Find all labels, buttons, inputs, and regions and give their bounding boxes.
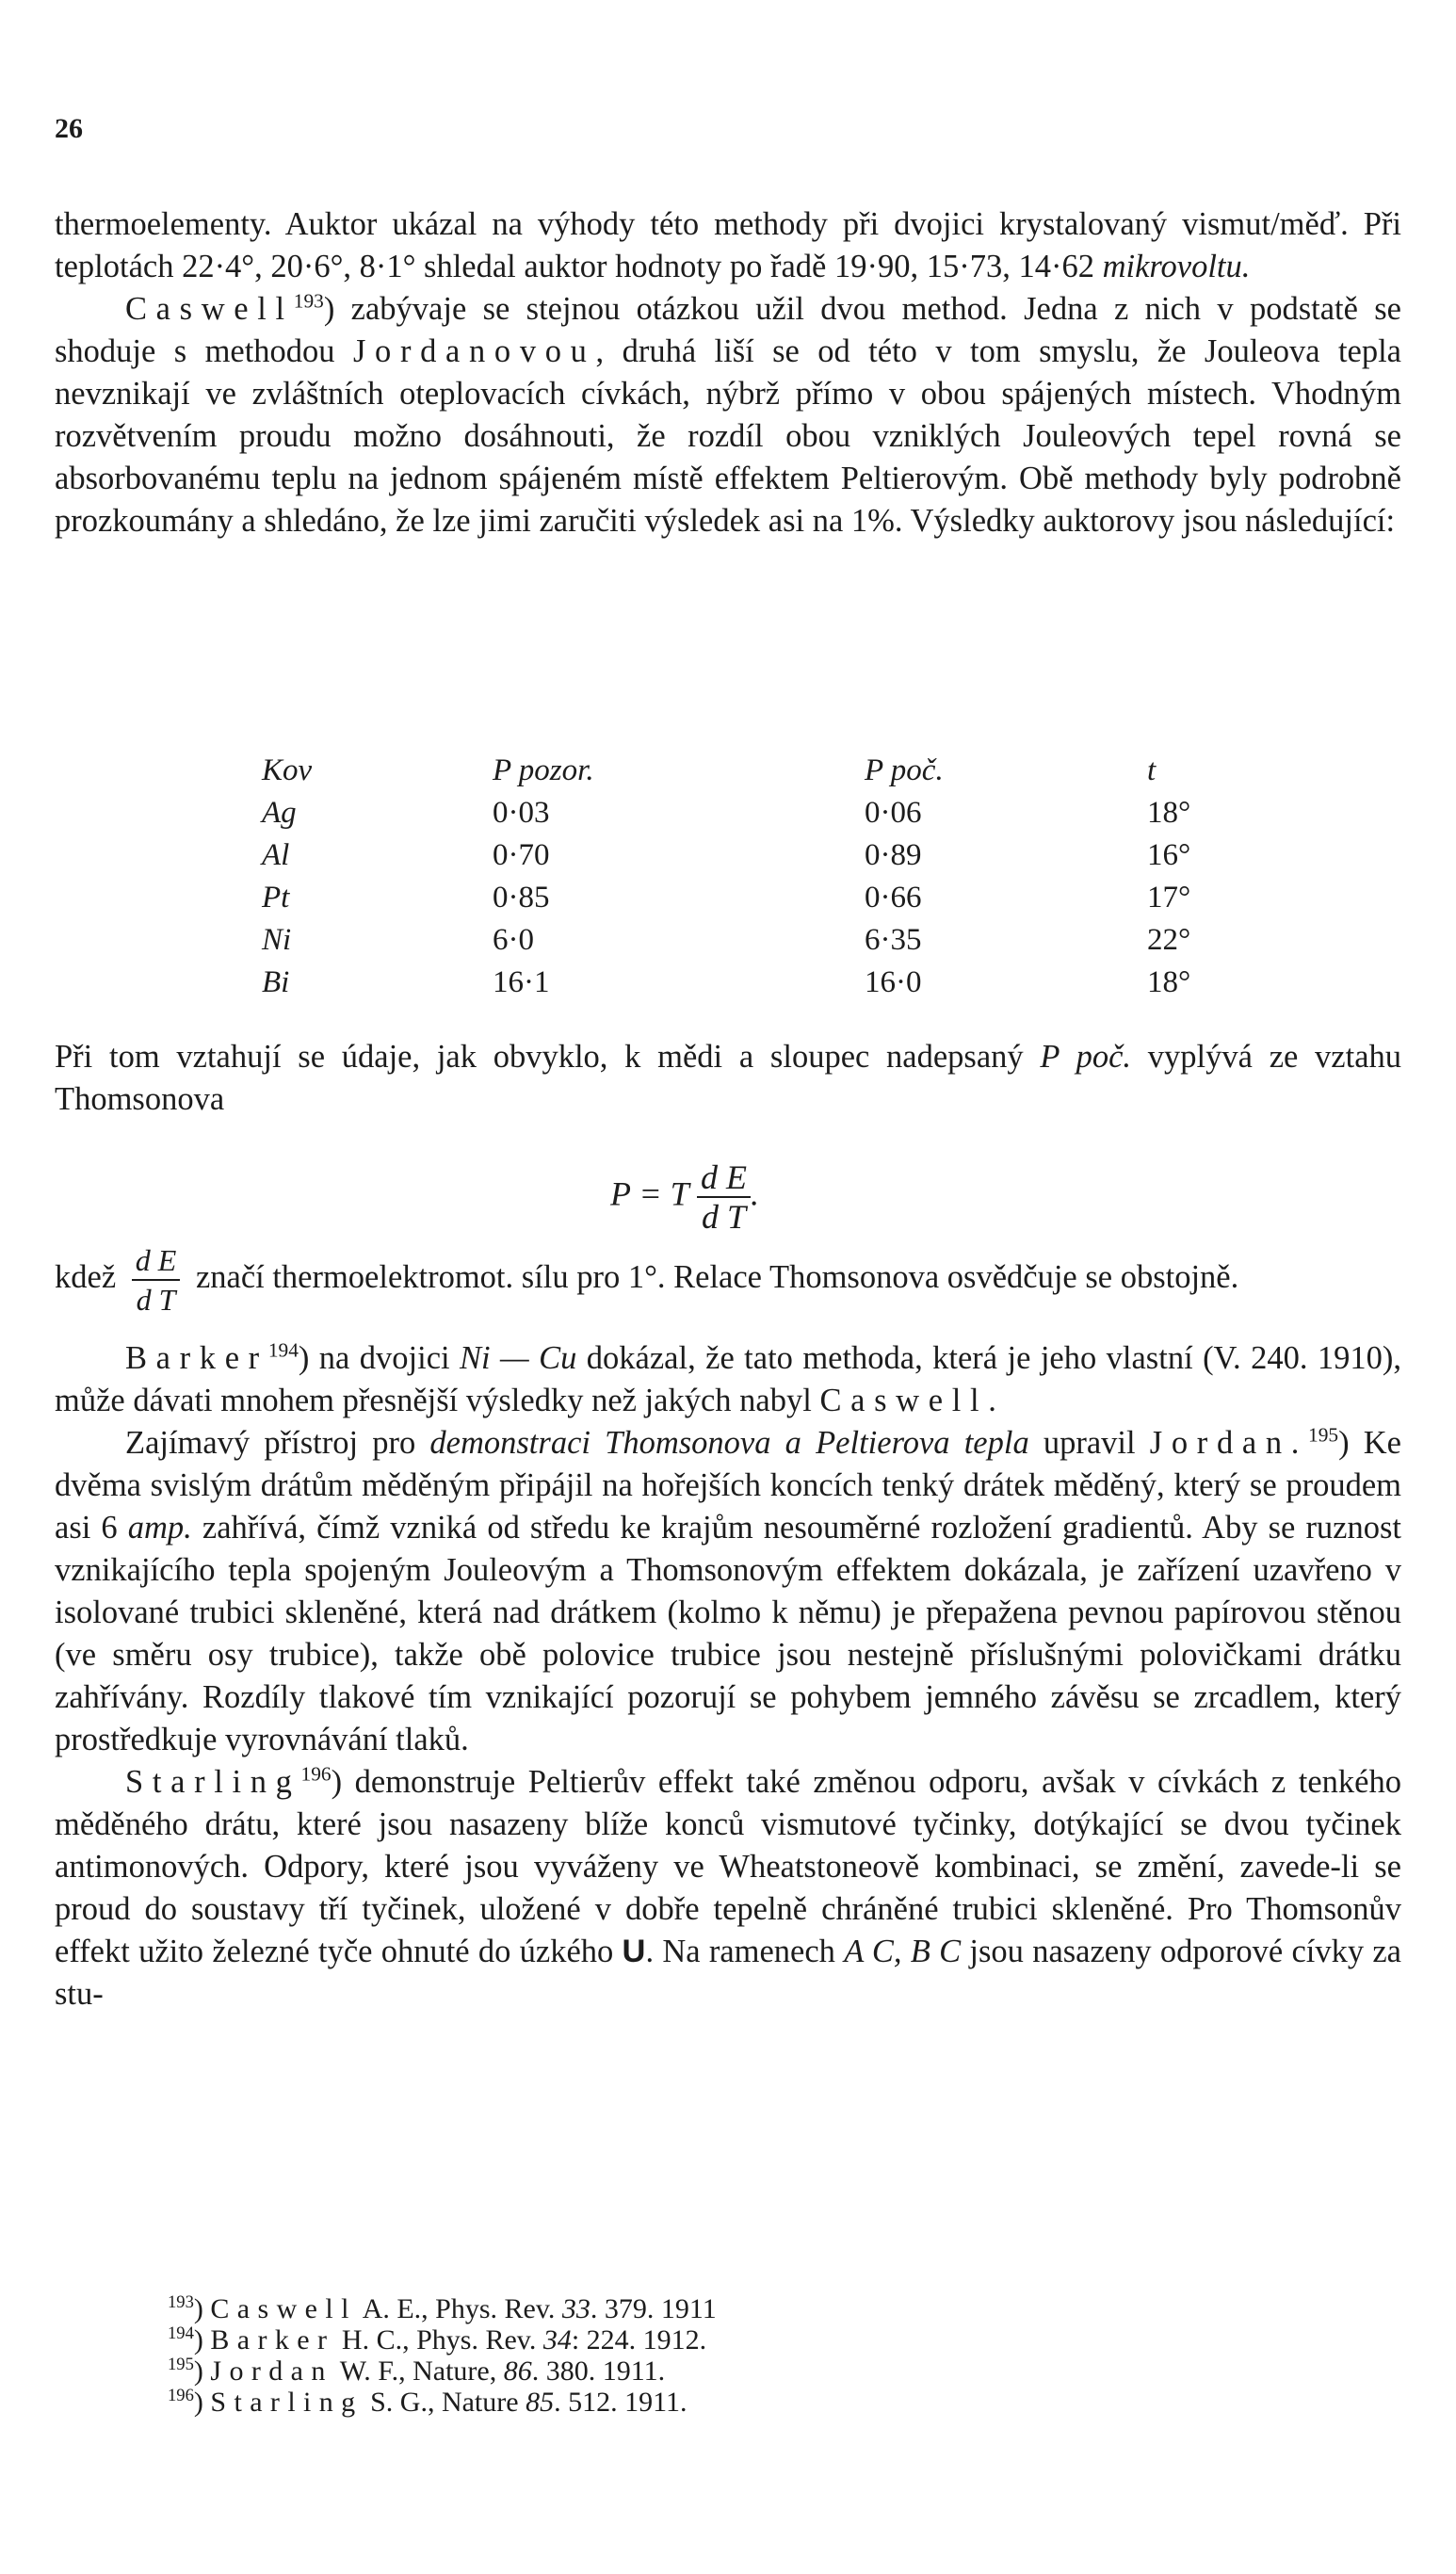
table-cell: 22° bbox=[1147, 923, 1191, 957]
table-cell: 17° bbox=[1147, 881, 1191, 915]
table-row bbox=[262, 796, 1204, 838]
table-cell: Ni bbox=[262, 923, 292, 957]
table-cell: 16° bbox=[1147, 838, 1191, 872]
table-cell: 0·85 bbox=[493, 881, 550, 915]
paragraph-starling: Starling$^{196}$) demonstruje Peltierův effekt také změnou odporu, avšak v cívkách z tenkého měděného drátu, které jsou nasazeny blíže konců vismutové tyčinky, dotýkající se dvou tyčinek antimonových. Odpory, které jsou vyváženy ve Wheatstoneově kombinaci, se změní, zavede-li se proud do soustavy tří tyčinek, uložené v dobře tepelně chráněné trubici skleněné. Pro Thomsonův effekt užito železné tyče ohnuté do úzkého U. Na ramenech A C, B C jsou nasazeny odporové cívky za stu- bbox=[55, 1762, 1401, 2012]
table-cell: 16·0 bbox=[865, 965, 922, 999]
body-text bbox=[55, 203, 1401, 542]
footnote: $^{196}$) Starling S. G., Nature 85. 512. 1911. bbox=[168, 2386, 688, 2418]
table-cell: Bi bbox=[262, 965, 290, 999]
footnotes bbox=[168, 2293, 717, 2418]
body-text-lower bbox=[55, 1337, 1401, 2015]
table-row bbox=[262, 965, 1204, 1008]
kdez-line: kdež $\frac{\text{d E}}{\text{d T}}$ značí thermoelektromot. sílu pro 1°. Relace Thomsonova osvědčuje se obstojně. bbox=[55, 1243, 1239, 1317]
paragraph-thermoelements: thermoelementy. Auktor ukázal na výhody této methody při dvojici krystalovaný vismut/měď. Při teplotách 22·4°, 20·6°, 8·1° shledal auktor hodnoty po řadě 19·90, 15·73, 14·62 mikrovoltu. bbox=[55, 206, 1401, 284]
footnote: $^{194}$) Barker H. C., Phys. Rev. 34: 224. 1912. bbox=[168, 2323, 707, 2355]
thomson-equation: P = T $\frac{\text{d E}}{\text{d T}}$ . bbox=[610, 1158, 760, 1236]
table-header: Kov bbox=[262, 753, 313, 787]
table-cell: 0·66 bbox=[865, 881, 922, 915]
paragraph-jordan: Zajímavý přístroj pro demonstraci Thomsonova a Peltierova tepla upravil Jordan.$^{195}$) Ke dvěma svislým drátům měděným připájil na hořejších koncích tenký drátek měděný, který se proudem asi 6 amp. zahřívá, čímž vzniká od středu ke krajům nesouměrné rozložení gradientů. Aby se ruznost vznikajícího tepla spojeným Jouleovým a Thomsonovým effektem dokázala, je zařízení uzavřeno v isolované trubici skleněné, která nad drátkem (kolmo k němu) je přepažena pevnou papírovou stěnou (ve směru osy trubice), takže obě polovice trubice jsou nestejně příslušnými polovičkami drátku zahřívány. Rozdíly tlakové tím vznikající pozorují se pohybem jemného závěsu se zrcadlem, který prostředkuje vyrovnávání tlaků. bbox=[55, 1423, 1402, 1757]
table-cell: 16·1 bbox=[493, 965, 550, 999]
table-header: t bbox=[1147, 753, 1157, 787]
paragraph-barker: Barker$^{194}$) na dvojici Ni — Cu dokázal, že tato methoda, která je jeho vlastní (V. 240. 1910), může dávati mnohem přesnější výsledky než jakých nabyl Caswell. bbox=[55, 1338, 1401, 1418]
table-row bbox=[262, 923, 1204, 965]
table-header-row bbox=[262, 753, 1204, 796]
footnote: $^{193}$) Caswell A. E., Phys. Rev. 33. 379. 1911 bbox=[168, 2292, 717, 2324]
page-number: 26 bbox=[55, 113, 83, 144]
table-cell: Ag bbox=[262, 796, 297, 830]
table-cell: 0·70 bbox=[493, 838, 550, 872]
results-table bbox=[262, 753, 1204, 1008]
footnote: $^{195}$) Jordan W. F., Nature, 86. 380. 1911. bbox=[168, 2355, 666, 2387]
table-row bbox=[262, 881, 1204, 923]
table-cell: 6·0 bbox=[493, 923, 534, 957]
table-cell: Al bbox=[262, 838, 290, 872]
table-cell: 0·06 bbox=[865, 796, 922, 830]
equation-fraction: $\frac{\text{d E}}{\text{d T}}$ bbox=[697, 1158, 751, 1236]
paragraph-caswell: Caswell$^{193}$) zabývaje se stejnou otázkou užil dvou method. Jedna z nich v podstatě se shoduje s methodou Jordanovou, druhá liší se od této v tom smyslu, že Jouleova tepla nevznikají ve zvláštních oteplovacích cívkách, nýbrž přímo v obou spájených místech. Vhodným rozvětvením proudu možno dosáhnouti, že rozdíl obou vzniklých Jouleových tepel rovná se absorbovanému teplu na jednom spájeném místě effektem Peltierovým. Obě methody byly podrobně prozkoumány a shledáno, že lze jimi zaručiti výsledek asi na 1%. Výsledky auktorovy jsou následující: bbox=[55, 289, 1401, 539]
table-cell: 18° bbox=[1147, 965, 1191, 999]
table-cell: Pt bbox=[262, 881, 290, 915]
paragraph-after-table: Při tom vztahují se údaje, jak obvyklo, k mědi a sloupec nadepsaný P poč. vyplývá ze vztahu Thomsonova bbox=[55, 1039, 1402, 1117]
kdez-fraction: $\frac{\text{d E}}{\text{d T}}$ bbox=[132, 1241, 181, 1319]
table-cell: 0·03 bbox=[493, 796, 550, 830]
table-row bbox=[262, 838, 1204, 881]
table-header: P pozor. bbox=[493, 753, 594, 787]
table-cell: 6·35 bbox=[865, 923, 922, 957]
table-header: P poč. bbox=[865, 753, 944, 787]
table-cell: 18° bbox=[1147, 796, 1191, 830]
table-cell: 0·89 bbox=[865, 838, 922, 872]
